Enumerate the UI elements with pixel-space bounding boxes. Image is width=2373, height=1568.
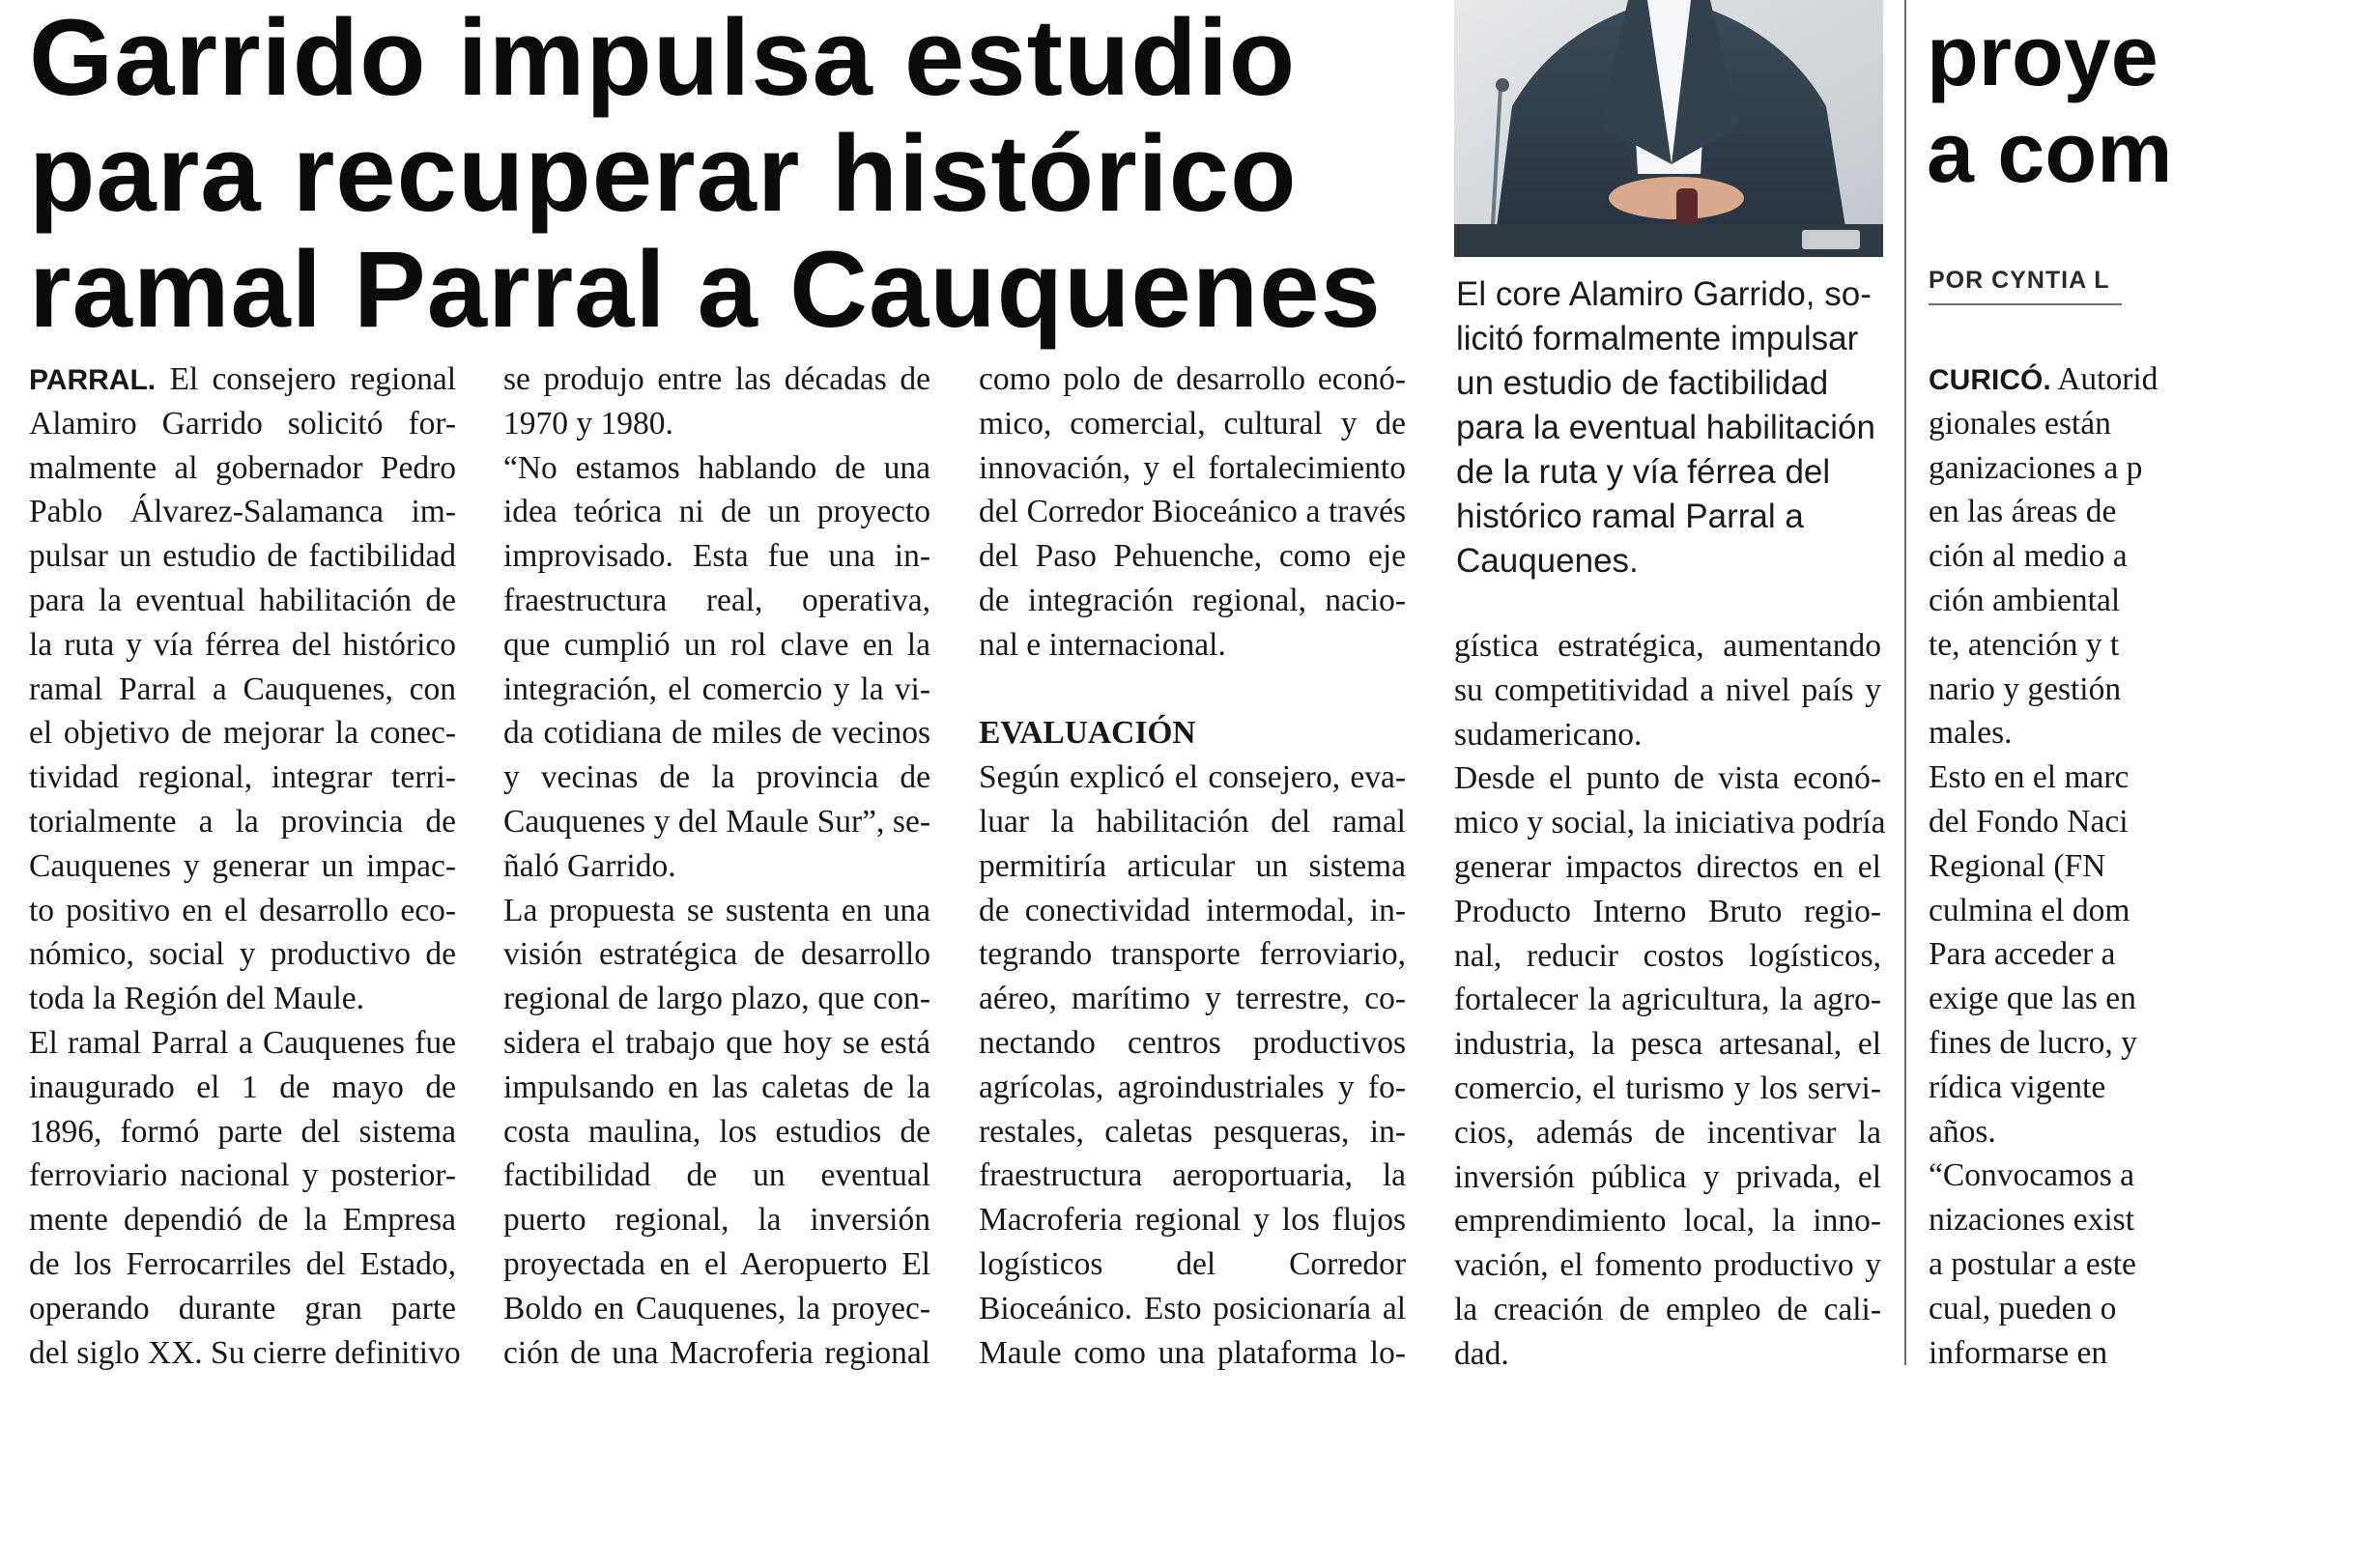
text-line: El ramal Parral a Cauquenes fue (29, 1024, 456, 1061)
text-line (1929, 357, 2373, 402)
text-line: nal, reducir costos logísticos, (1454, 937, 1881, 974)
text-line: Boldo en Cauquenes, la proyec- (503, 1290, 930, 1326)
caption-line: El core Alamiro Garrido, so- (1456, 275, 1872, 313)
byline-divider (1929, 303, 2122, 305)
text-line: ción de una Macroferia regional (503, 1334, 930, 1371)
neighbor-article-column (1929, 357, 2373, 1375)
text-line: Pablo Álvarez-Salamanca im- (29, 494, 456, 530)
photo-caption (1456, 272, 1875, 584)
text-line: Regional (FN (1929, 847, 2106, 884)
article-column-2 (503, 357, 930, 1375)
text-line: emprendimiento local, la inno- (1454, 1203, 1881, 1240)
text-line: ñaló Garrido. (503, 847, 676, 884)
text-line: mente dependió de la Empresa (29, 1202, 456, 1239)
text-line: sudamericano. (1454, 716, 1643, 753)
text-line: años. (1929, 1113, 1996, 1150)
text-line: del Fondo Naci (1929, 803, 2129, 840)
man-in-suit-photo (1454, 0, 1883, 257)
text-line: su competitividad a nivel país y (1454, 671, 1881, 708)
section-subheading: EVALUACIÓN (979, 715, 1196, 752)
text-line: restales, caletas pesqueras, in- (979, 1113, 1406, 1150)
text-line: factibilidad de un eventual (503, 1157, 930, 1194)
column-divider (1904, 0, 1906, 1365)
text-line: to positivo en el desarrollo eco- (29, 892, 456, 928)
text-line: torialmente a la provincia de (29, 803, 456, 840)
text-line: males. (1929, 715, 2013, 752)
text-line: nectando centros productivos (979, 1024, 1406, 1061)
headline-line: ramal Parral a Cauquenes (29, 229, 1382, 350)
text-line: de los Ferrocarriles del Estado, (29, 1245, 456, 1282)
dateline: PARRAL. (29, 364, 157, 396)
caption-line: Cauquenes. (1456, 542, 1639, 580)
text-line: toda la Región del Maule. (29, 981, 365, 1017)
text-line: nal e internacional. (979, 626, 1226, 663)
text-line: ferroviario nacional y posterior- (29, 1157, 456, 1194)
text-line: pulsar un estudio de factibilidad (29, 538, 456, 575)
text-line: de conectividad intermodal, in- (979, 892, 1406, 928)
text-line: fraestructura aeroportuaria, la (979, 1157, 1406, 1194)
caption-line: un estudio de factibilidad (1456, 364, 1829, 402)
text-line: impulsando en las caletas de la (503, 1069, 930, 1105)
text-line: tividad regional, integrar terri- (29, 759, 456, 796)
text-line: Maule como una plataforma lo- (979, 1334, 1406, 1371)
text-line: fines de lucro, y (1929, 1024, 2137, 1061)
text-line: Producto Interno Bruto regio- (1454, 893, 1881, 929)
text-line: visión estratégica de desarrollo (503, 936, 930, 973)
text-line: industria, la pesca artesanal, el (1454, 1026, 1881, 1063)
text-run: El consejero regional (156, 361, 456, 397)
text-line: Macroferia regional y los flujos (979, 1202, 1406, 1239)
neighbor-byline: POR CYNTIA L (1929, 267, 2110, 294)
text-line: el objetivo de mejorar la conec- (29, 715, 456, 752)
headline-line: proye (1927, 8, 2159, 103)
text-line: nario y gestión (1929, 670, 2122, 707)
text-line: del Paso Pehuenche, como eje (979, 538, 1406, 575)
text-line: comercio, el turismo y los servi- (1454, 1069, 1881, 1106)
text-line: Cauquenes y del Maule Sur”, se- (503, 803, 930, 840)
text-line: Bioceánico. Esto posicionaría al (979, 1290, 1406, 1326)
headline-line: Garrido impulsa estudio (29, 0, 1297, 118)
text-line: fraestructura real, operativa, (503, 582, 930, 618)
text-line: la ruta y vía férrea del histórico (29, 626, 456, 663)
dateline: CURICÓ. (1929, 364, 2051, 396)
text-line: ción ambiental (1929, 582, 2121, 618)
text-line: 1970 y 1980. (503, 405, 673, 442)
text-line: del Corredor Bioceánico a través (979, 494, 1406, 530)
text-line: vación, el fomento productivo y (1454, 1247, 1881, 1284)
text-line: te, atención y t (1929, 626, 2120, 663)
text-line (29, 357, 456, 402)
blank-line (979, 668, 1406, 712)
text-line: informarse en (1929, 1334, 2108, 1371)
text-line: gística estratégica, aumentando (1454, 628, 1881, 664)
text-line: “No estamos hablando de una (503, 449, 930, 486)
text-line: permitiría articular un sistema (979, 847, 1406, 884)
caption-line: histórico ramal Parral a (1456, 498, 1804, 535)
text-line: da cotidiana de miles de vecinos (503, 715, 930, 752)
text-line: integración, el comercio y la vi- (503, 670, 930, 707)
text-line: la creación de empleo de cali- (1454, 1291, 1881, 1327)
text-line: Cauquenes y generar un impac- (29, 847, 456, 884)
caption-line: para la eventual habilitación (1456, 409, 1875, 446)
article-photo (1454, 0, 1883, 257)
text-line: inaugurado el 1 de mayo de (29, 1069, 456, 1105)
text-line: “Convocamos a (1929, 1157, 2135, 1194)
text-line: Según explicó el consejero, eva- (979, 759, 1406, 796)
text-line: de integración regional, nacio- (979, 582, 1406, 618)
text-line: regional de largo plazo, que con- (503, 981, 930, 1017)
text-line: ción al medio a (1929, 538, 2128, 575)
text-line: cual, pueden o (1929, 1290, 2117, 1326)
text-line: mico y social, la iniciativa podría (1454, 805, 1886, 841)
text-line: que cumplió un rol clave en la (503, 626, 930, 663)
text-line: para la eventual habilitación de (29, 582, 456, 618)
text-line: idea teórica ni de un proyecto (503, 494, 930, 530)
article-column-4 (1454, 624, 1886, 1377)
text-line: nómico, social y productivo de (29, 936, 456, 973)
text-line: Alamiro Garrido solicitó for- (29, 405, 456, 442)
text-line: a postular a este (1929, 1245, 2136, 1282)
text-line: malmente al gobernador Pedro (29, 449, 456, 486)
text-line: logísticos del Corredor (979, 1245, 1406, 1282)
text-line: generar impactos directos en el (1454, 848, 1881, 885)
text-line: Esto en el marc (1929, 759, 2130, 796)
text-line: puerto regional, la inversión (503, 1202, 930, 1239)
text-line: se produjo entre las décadas de (503, 361, 930, 397)
text-line: luar la habilitación del ramal (979, 803, 1406, 840)
text-line: ganizaciones a p (1929, 449, 2143, 486)
text-line: rídica vigente (1929, 1069, 2106, 1105)
article-headline (29, 0, 1420, 348)
text-line: agrícolas, agroindustriales y fo- (979, 1069, 1406, 1105)
text-line: ramal Parral a Cauquenes, con (29, 670, 456, 707)
text-line: fortalecer la agricultura, la agro- (1454, 982, 1881, 1018)
text-line: gionales están (1929, 405, 2111, 442)
text-line: del siglo XX. Su cierre definitivo (29, 1334, 461, 1371)
text-line: exige que las en (1929, 981, 2136, 1017)
text-run: Autorid (2050, 361, 2159, 397)
text-line: dad. (1454, 1335, 1509, 1372)
neighbor-article-headline (1927, 8, 2172, 201)
text-line: Desde el punto de vista econó- (1454, 760, 1881, 797)
text-line: nizaciones exist (1929, 1202, 2135, 1239)
caption-line: de la ruta y vía férrea del (1456, 453, 1831, 491)
text-line: innovación, y el fortalecimiento (979, 449, 1406, 486)
text-line: 1896, formó parte del sistema (29, 1113, 456, 1150)
text-line: operando durante gran parte (29, 1290, 456, 1326)
text-line: Para acceder a (1929, 936, 2116, 973)
text-line: inversión pública y privada, el (1454, 1158, 1881, 1195)
text-line: improvisado. Esta fue una in- (503, 538, 930, 575)
text-line: en las áreas de (1929, 494, 2117, 530)
text-line: La propuesta se sustenta en una (503, 892, 930, 928)
text-line: sidera el trabajo que hoy se está (503, 1024, 930, 1061)
text-line: cios, además de incentivar la (1454, 1114, 1881, 1151)
headline-line: para recuperar histórico (29, 113, 1298, 234)
text-line: como polo de desarrollo econó- (979, 361, 1406, 397)
caption-line: licitó formalmente impulsar (1456, 320, 1859, 357)
text-line: costa maulina, los estudios de (503, 1113, 930, 1150)
article-column-3 (979, 357, 1406, 1375)
text-line: culmina el dom (1929, 892, 2130, 928)
text-line: aéreo, marítimo y terrestre, co- (979, 981, 1406, 1017)
text-line: y vecinas de la provincia de (503, 759, 930, 796)
text-line: mico, comercial, cultural y de (979, 405, 1406, 442)
text-line: tegrando transporte ferroviario, (979, 936, 1406, 973)
article-column-1 (29, 357, 461, 1375)
text-line: proyectada en el Aeropuerto El (503, 1245, 930, 1282)
headline-line: a com (1927, 104, 2173, 200)
